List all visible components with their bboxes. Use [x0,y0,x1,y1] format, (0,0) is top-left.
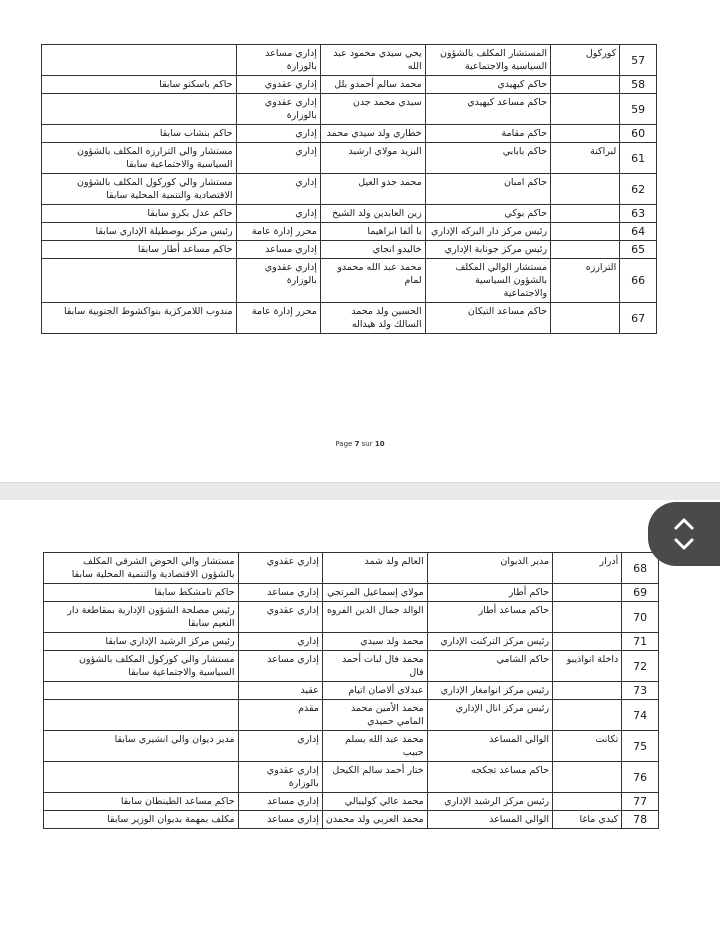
region-cell [553,602,622,633]
region-cell [553,584,622,602]
region-cell [553,633,622,651]
grade-cell: عقيد [238,682,322,700]
position-cell: رئيس مركز جونابة الإداري [425,241,550,259]
former-post-cell: مدير ديوان والي انشيري سابقا [44,731,239,762]
region-cell: كوركول [551,45,620,76]
row-number-cell: 70 [622,602,659,633]
region-cell [551,76,620,94]
row-number-cell: 76 [622,762,659,793]
row-number-cell: 61 [620,143,657,174]
position-cell: حاكم امبان [425,174,550,205]
region-cell [553,762,622,793]
former-post-cell: حاكم باسكنو سابقا [42,76,237,94]
table-row [44,584,659,602]
name-cell: زين العابدين ولد الشيخ [320,205,425,223]
appointments-table-top [41,44,657,334]
table-row [44,811,659,829]
name-cell: محمد الأمين محمد المامي حميدي [322,700,427,731]
region-cell [551,303,620,334]
table-row [44,762,659,793]
position-cell: مدير الديوان [427,553,552,584]
table-row [44,602,659,633]
name-cell: محمد سالم أحمدو بلل [320,76,425,94]
grade-cell: محرر إدارة عامة [236,223,320,241]
name-cell: محمد ولد سيدي [322,633,427,651]
position-cell: المستشار المكلف بالشؤون السياسية والاجتماعية [425,45,550,76]
position-cell: مستشار الوالي المكلف بالشؤون السياسية والاجتماعية [425,259,550,303]
table-row [44,731,659,762]
former-post-cell: حاكم تامشكط سابقا [44,584,239,602]
name-cell: الوالد جمال الدين الفروه [322,602,427,633]
region-cell: أدرار [553,553,622,584]
former-post-cell: مستشار والي الحوض الشرقي المكلف بالشؤون الاقتصادية والتنمية المحلية سابقا [44,553,239,584]
row-number-cell: 73 [622,682,659,700]
name-cell: ختار أحمد سالم الكيحل [322,762,427,793]
footer-mid: sur [359,440,375,448]
former-post-cell: حاكم بنشاب سابقا [42,125,237,143]
table-row [44,553,659,584]
row-number-cell: 64 [620,223,657,241]
table-row [44,700,659,731]
grade-cell: محرر إدارة عامة [236,303,320,334]
row-number-cell: 69 [622,584,659,602]
grade-cell: إداري عقدوي [238,553,322,584]
grade-cell: مقدم [238,700,322,731]
former-post-cell: رئيس مركز الرشيد الإداري سابقا [44,633,239,651]
chevron-down-icon[interactable] [673,537,695,551]
row-number-cell: 65 [620,241,657,259]
position-cell: حاكم مقامة [425,125,550,143]
region-cell [553,682,622,700]
name-cell: البزيد مولاي ارشيد [320,143,425,174]
row-number-cell: 72 [622,651,659,682]
former-post-cell [44,762,239,793]
chevron-up-icon[interactable] [673,517,695,531]
region-cell [551,223,620,241]
position-cell: رئيس مركز الرشيد الإداري [427,793,552,811]
grade-cell: إداري مساعد [236,241,320,259]
table-row [42,223,657,241]
table-row [42,94,657,125]
footer-prefix: Page [335,440,355,448]
row-number-cell: 58 [620,76,657,94]
position-cell: الوالي المساعد [427,731,552,762]
name-cell: محمد عبد الله محمدو لمام [320,259,425,303]
former-post-cell: رئيس مصلحة الشؤون الإدارية بمقاطعة دار النعيم سابقا [44,602,239,633]
former-post-cell: مستشار والي كوركول المكلف بالشؤون السياسية والاجتماعية سابقا [44,651,239,682]
grade-cell: إداري [236,125,320,143]
grade-cell: إداري عقدوي بالوزارة [238,762,322,793]
grade-cell: إداري مساعد [238,651,322,682]
table-row [42,174,657,205]
former-post-cell [42,94,237,125]
name-cell: محمد عالي كوليبالي [322,793,427,811]
row-number-cell: 66 [620,259,657,303]
name-cell: يحي سيدي محمود عبد الله [320,45,425,76]
grade-cell: إداري عقدوي [238,602,322,633]
name-cell: الحسين ولد محمد السالك ولد هيداله [320,303,425,334]
grade-cell: إداري مساعد [238,793,322,811]
former-post-cell: حاكم مساعد أطار سابقا [42,241,237,259]
position-cell: رئيس مركز انال الإداري [427,700,552,731]
table-row [42,303,657,334]
position-cell: حاكم الشامي [427,651,552,682]
table-row [44,793,659,811]
name-cell: سيدي محمد جدن [320,94,425,125]
row-number-cell: 75 [622,731,659,762]
table-row [42,76,657,94]
scroll-page-button[interactable] [648,502,720,566]
row-number-cell: 78 [622,811,659,829]
row-number-cell: 74 [622,700,659,731]
table-row [42,205,657,223]
table-row [44,651,659,682]
position-cell: حاكم مساعد كيهيدي [425,94,550,125]
name-cell: محمد العربي ولد محمدن [322,811,427,829]
name-cell: عبدلاي ألاصان اتيام [322,682,427,700]
appointments-table-bottom [43,552,659,829]
row-number-cell: 71 [622,633,659,651]
name-cell: محمد عبد الله يسلم حبيب [322,731,427,762]
former-post-cell: مستشار والي الترارزه المكلف بالشؤون السياسية والاجتماعية سابقا [42,143,237,174]
row-number-cell: 67 [620,303,657,334]
row-number-cell: 60 [620,125,657,143]
name-cell: خاليدو انجاي [320,241,425,259]
grade-cell: إداري [236,174,320,205]
position-cell: رئيس مركز انوامغار الإداري [427,682,552,700]
former-post-cell: رئيس مركز بوصطيلة الإداري سابقا [42,223,237,241]
table-row [42,143,657,174]
position-cell: رئيس مركز دار البركه الإداري [425,223,550,241]
region-cell: الترارزه [551,259,620,303]
grade-cell: إداري مساعد بالوزارة [236,45,320,76]
position-cell: حاكم مساعد التيكان [425,303,550,334]
region-cell [551,94,620,125]
region-cell [551,205,620,223]
former-post-cell [42,45,237,76]
region-cell: تكانت [553,731,622,762]
row-number-cell: 68 [622,553,659,584]
region-cell [553,700,622,731]
position-cell: حاكم مساعد تجكجه [427,762,552,793]
position-cell: حاكم مساعد أطار [427,602,552,633]
former-post-cell: مندوب اللامركزية بنواكشوط الجنوبية سابقا [42,303,237,334]
row-number-cell: 59 [620,94,657,125]
table-row [42,259,657,303]
position-cell: رئيس مركز التركنت الإداري [427,633,552,651]
region-cell: داخلة انواذيبو [553,651,622,682]
name-cell: محمد فال لبات أحمد فال [322,651,427,682]
document-page-bottom [0,500,720,944]
row-number-cell: 62 [620,174,657,205]
page-footer [0,440,720,448]
grade-cell: إداري [238,633,322,651]
former-post-cell [42,259,237,303]
table-row [42,45,657,76]
position-cell: الوالي المساعد [427,811,552,829]
table-row [44,633,659,651]
region-cell [553,793,622,811]
grade-cell: إداري [238,731,322,762]
footer-total-pages: 10 [374,440,385,448]
region-cell [551,174,620,205]
grade-cell: إداري عقدوي بالوزارة [236,259,320,303]
position-cell: حاكم أطار [427,584,552,602]
region-cell: كيدي ماغا [553,811,622,829]
table-row [42,241,657,259]
name-cell: محمد جدو العيل [320,174,425,205]
row-number-cell: 57 [620,45,657,76]
footer-page-number: 7 [354,440,360,448]
table-row [42,125,657,143]
name-cell: با ألفا ابراهيما [320,223,425,241]
grade-cell: إداري عقدوي [236,76,320,94]
name-cell: العالم ولد شمد [322,553,427,584]
former-post-cell: مستشار والي كوركول المكلف بالشؤون الاقتصادية والتنمية المحلية سابقا [42,174,237,205]
former-post-cell: حاكم عدل بكرو سابقا [42,205,237,223]
table-row [44,682,659,700]
former-post-cell: حاكم مساعد الطينطان سابقا [44,793,239,811]
grade-cell: إداري مساعد [238,584,322,602]
position-cell: حاكم بوكي [425,205,550,223]
position-cell: حاكم بابابي [425,143,550,174]
region-cell: لبراكنة [551,143,620,174]
name-cell: خطاري ولد سيدي محمد [320,125,425,143]
grade-cell: إداري [236,205,320,223]
region-cell [551,125,620,143]
grade-cell: إداري عقدوي بالوزارة [236,94,320,125]
grade-cell: إداري مساعد [238,811,322,829]
name-cell: مولاي إسماعيل المرتجي [322,584,427,602]
row-number-cell: 63 [620,205,657,223]
grade-cell: إداري [236,143,320,174]
position-cell: حاكم كيهيدي [425,76,550,94]
former-post-cell [44,682,239,700]
page-divider [0,482,720,502]
row-number-cell: 77 [622,793,659,811]
former-post-cell [44,700,239,731]
region-cell [551,241,620,259]
former-post-cell: مكلف بمهمة بديوان الوزير سابقا [44,811,239,829]
